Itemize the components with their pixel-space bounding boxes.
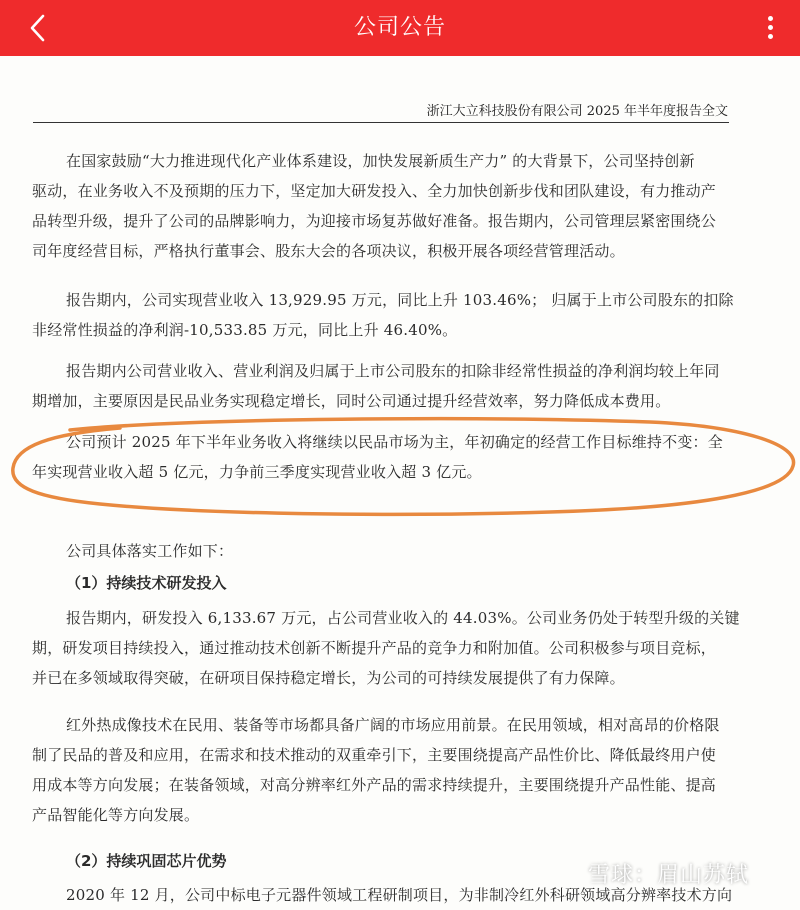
text-line: 产品智能化等方向发展。 [32,806,200,824]
paragraph-revenue [32,285,732,345]
text-line: 年实现营业收入超 5 亿元，力争前三季度实现营业收入超 3 亿元。 [32,463,482,481]
text-line: 驱动，在业务收入不及预期的压力下，坚定加大研发投入、全力加快创新步伐和团队建设，有力推动产 [32,182,717,200]
text-line: 期，研发项目持续投入，通过推动技术创新不断提升产品的竞争力和附加值。公司积极参与项目竞标， [32,639,717,657]
header-divider [33,122,729,123]
text-line: 制了民品的普及和应用，在需求和技术推动的双重牵引下，主要围绕提高产品性价比、降低最终用户使 [32,746,717,764]
text-line: 公司具体落实工作如下： [66,542,234,560]
text-line: 公司预计 2025 年下半年业务收入将继续以民品市场为主，年初确定的经营工作目标维持不变：全 [66,433,723,451]
hand-drawn-highlight-circle [10,416,800,521]
text-line: 品转型升级，提升了公司的品牌影响力，为迎接市场复苏做好准备。报告期内，公司管理层紧密围绕公 [32,212,717,230]
top-bar [0,0,800,56]
text-line: 报告期内，研发投入 6,133.67 万元，占公司营业收入的 44.03%。公司业务仍处于转型升级的关键 [66,609,740,627]
section-heading-chip: （2）持续巩固芯片优势 [66,852,227,870]
paragraph-rd-investment [32,603,740,693]
text-line: 非经常性损益的净利润-10,533.85 万元，同比上升 46.40%。 [32,321,458,339]
section-heading-rd: （1）持续技术研发投入 [66,574,227,592]
text-line: 期增加，主要原因是民品业务实现稳定增长，同时公司通过提升经营效率，努力降低成本费用。 [32,392,671,410]
paragraph-reason [32,356,732,416]
document-source-header: 浙江大立科技股份有限公司 2025 年半年度报告全文 [426,104,728,119]
more-options-button[interactable] [755,12,785,46]
text-line: 报告期内，公司实现营业收入 13,929.95 万元，同比上升 103.46%； 归属于上市公司股东的扣除 [66,291,734,309]
text-line: 用成本等方向发展；在装备领域，对高分辨率红外产品的需求持续提升，主要围绕提升产品性能、提高 [32,776,717,794]
text-line: 并已在多领域取得突破，在研项目保持稳定增长，为公司的可持续发展提供了有力保障。 [32,669,625,687]
text-line: 红外热成像技术在民用、装备等市场都具备广阔的市场应用前景。在民用领域，相对高昂的价格限 [66,716,720,734]
paragraph-measures-intro [32,536,732,566]
paragraph-infrared [32,710,732,830]
page-title: 公司公告 [353,15,446,40]
watermark: 雪球：眉山苏轼 [588,863,750,888]
more-vertical-icon [755,16,785,39]
text-line: 报告期内公司营业收入、营业利润及归属于上市公司股东的扣除非经常性损益的净利润均较上年同 [66,362,720,380]
text-line: 司年度经营目标，严格执行董事会、股东大会的各项决议，积极开展各项经营管理活动。 [32,242,625,260]
paragraph-intro [32,146,732,266]
text-line: 2020 年 12 月，公司中标电子元器件领域工程研制项目，为非制冷红外科研领域高分辨率技术方向 [66,886,733,904]
text-line: 在国家鼓励“大力推进现代化产业体系建设，加快发展新质生产力” 的大背景下，公司坚持创新 [66,152,695,170]
